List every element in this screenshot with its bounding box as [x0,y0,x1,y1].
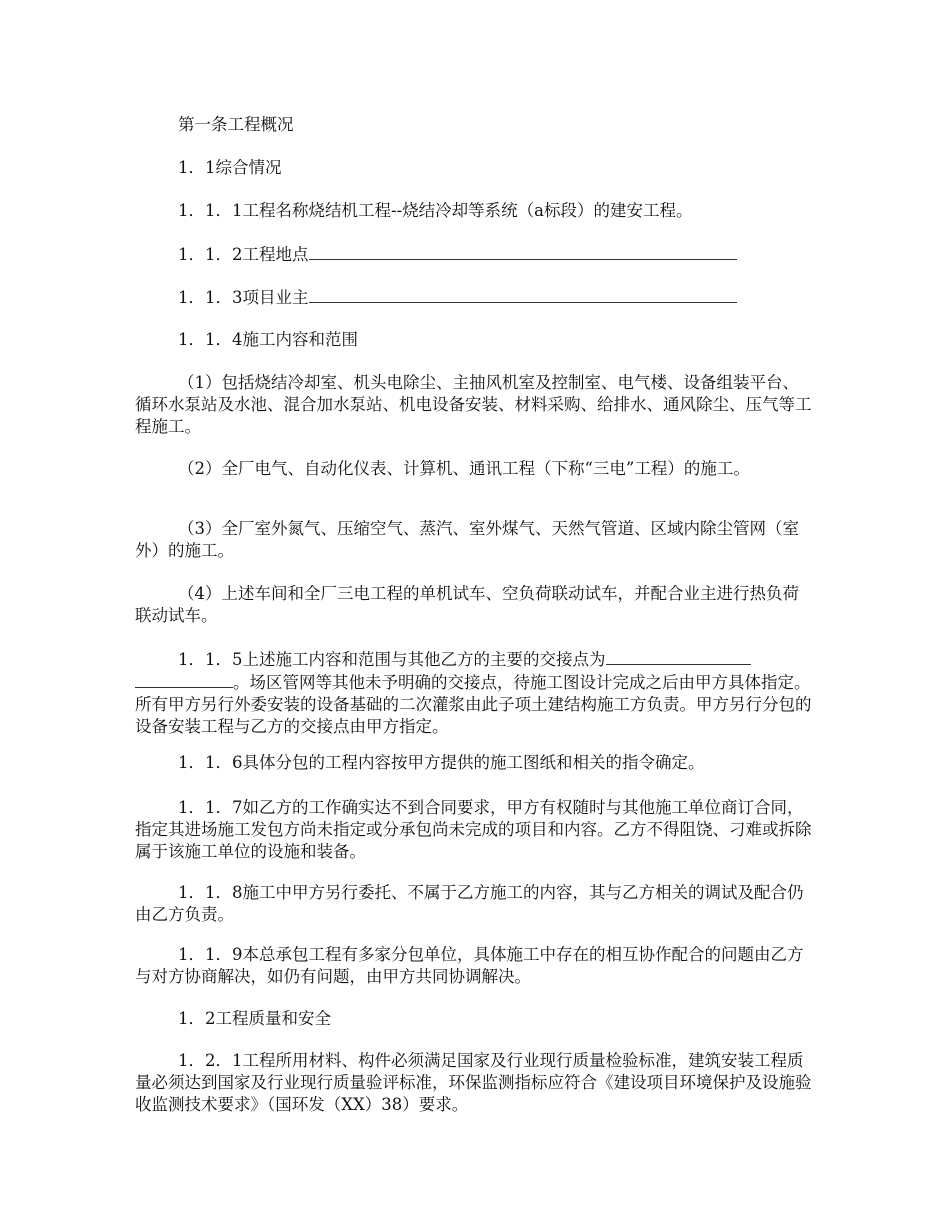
scope-item-2: （2）全厂电气、自动化仪表、计算机、通讯工程（下称“三电”工程）的施工。 [178,459,750,478]
paragraph-1-1-4: 1．1．4施工内容和范围 [178,330,358,349]
paragraph-1-1-9: 1．1．9本总承包工程有多家分包单位，具体施工中存在的相互协作配合的问题由乙方与对方协商解决，如仍有问题，由甲方共同协调解决。 [135,945,804,986]
scope-item-1: （1）包括烧结冷却室、机头电除尘、主抽风机室及控制室、电气楼、设备组装平台、循环水泵站及水池、混合加水泵站、机电设备安装、材料采购、给排水、通风除尘、压气等工程施工。 [135,373,812,436]
paragraph-1-1-8: 1．1．8施工中甲方另行委托、不属于乙方施工的内容，其与乙方相关的调试及配合仍由乙方负责。 [135,883,804,924]
project-owner-blank [309,286,737,303]
paragraph-1-1-7: 1．1．7如乙方的工作确实达不到合同要求，甲方有权随时与其他施工单位商订合同，指定其进场施工发包方尚未指定或分承包尚未完成的项目和内容。乙方不得阻饶、刁难或拆除属于该施工单位的设施和装备。 [135,798,812,861]
paragraph-1-1-6: 1．1．6具体分包的工程内容按甲方提供的施工图纸和相关的指令确定。 [178,753,705,772]
paragraph-1-1-3-label: 1．1．3项目业主 [178,288,309,307]
section-heading-1-2: 1．2工程质量和安全 [178,1009,331,1028]
paragraph-1-1-5-end: 。场区管网等其他未予明确的交接点，待施工图设计完成之后由甲方具体指定。所有甲方另行外委安装的设备基础的二次灌浆由此子项土建结构施工方负责。甲方另行分包的设备安装工程与乙方的交接点由甲方指定。 [135,673,812,736]
paragraph-1-1-5 [135,648,815,738]
project-location-blank [309,243,737,260]
paragraph-1-1-5-start: 1．1．5上述施工内容和范围与其他乙方的主要的交接点为 [178,650,606,669]
section-heading-1-1: 1．1综合情况 [178,158,282,177]
scope-item-3: （3）全厂室外氮气、压缩空气、蒸汽、室外煤气、天然气管道、区域内除尘管网（室外）的施工。 [135,519,799,560]
handover-point-blank-a [606,648,751,665]
paragraph-1-2-1: 1．2．1工程所用材料、构件必须满足国家及行业现行质量检验标准，建筑安装工程质量必须达到国家及行业现行质量验评标准，环保监测指标应符合《建设项目环境保护及设施验收监测技术要求》（国环发（XX）38）要求。 [135,1051,812,1114]
paragraph-1-1-2 [178,243,858,266]
handover-point-blank-b [135,671,233,688]
article-heading: 第一条工程概况 [178,115,294,134]
paragraph-1-1-2-label: 1．1．2工程地点 [178,245,309,264]
scope-item-4: （4）上述车间和全厂三电工程的单机试车、空负荷联动试车，并配合业主进行热负荷联动试车。 [135,584,799,625]
paragraph-1-1-3 [178,286,858,309]
paragraph-1-1-1: 1．1．1工程名称烧结机工程--烧结冷却等系统（a标段）的建安工程。 [178,201,693,220]
